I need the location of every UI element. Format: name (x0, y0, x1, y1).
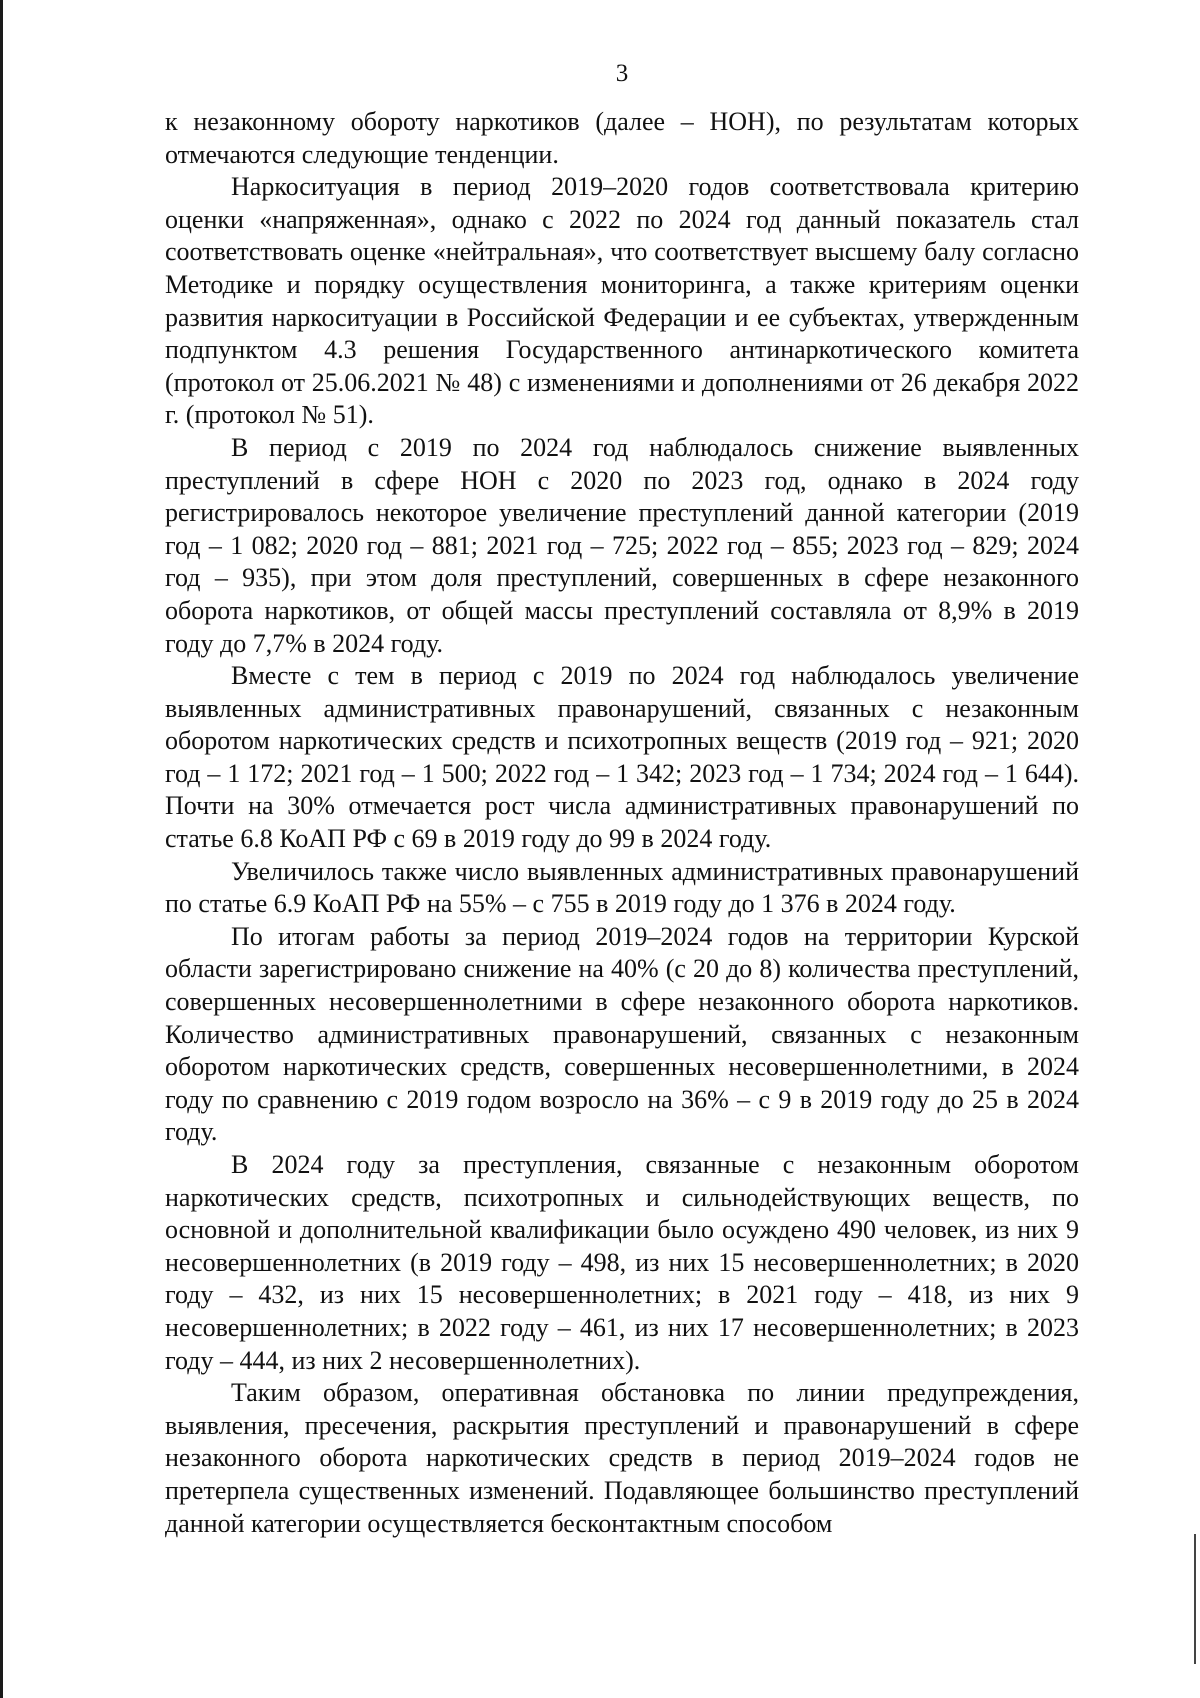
page-number: 3 (615, 60, 629, 87)
paragraph-crime-statistics: В период с 2019 по 2024 год наблюдалось снижение выявленных преступлений в сфере НОН с 2020 по 2023 год, однако в 2024 году регистрировалось некоторое увеличение преступлений данной категории (2019 год – 1 082; 2020 год – 881; 2021 год – 725; 2022 год – 855; 2023 год – 829; 2024 год – 935), при этом доля преступлений, совершенных в сфере незаконного оборота наркотиков, от общей массы преступлений составляла от 8,9% в 2019 году до 7,7% в 2024 году. (165, 432, 1079, 658)
document-body (165, 106, 1079, 1540)
scan-edge-right (1194, 1534, 1196, 1664)
paragraph-convictions: В 2024 году за преступления, связанные с незаконным оборотом наркотических средств, психотропных и сильнодействующих веществ, по основной и дополнительной квалификации было осуждено 490 человек, из них 9 несовершеннолетних (в 2019 году – 498, из них 15 несовершеннолетних; в 2020 году – 432, из них 15 несовершеннолетних; в 2021 году – 418, из них 9 несовершеннолетних; в 2022 году – 461, из них 17 несовершеннолетних; в 2023 году – 444, из них 2 несовершеннолетних). (165, 1150, 1079, 1375)
paragraph-administrative-offenses: Вместе с тем в период с 2019 по 2024 год наблюдалось увеличение выявленных административных правонарушений, связанных с незаконным оборотом наркотических средств и психотропных веществ (2019 год – 921; 2020 год – 1 172; 2021 год – 1 500; 2022 год – 1 342; 2023 год – 1 734; 2024 год – 1 644). Почти на 30% отмечается рост числа административных правонарушений по статье 6.8 КоАП РФ с 69 в 2019 году до 99 в 2024 году. (165, 661, 1079, 854)
paragraph-article-6-9: Увеличилось также число выявленных административных правонарушений по статье 6.9 КоАП РФ на 55% – с 755 в 2019 году до 1 376 в 2024 году. (165, 856, 1079, 919)
scan-edge-left (0, 0, 3, 1698)
paragraph-conclusion: Таким образом, оперативная обстановка по линии предупреждения, выявления, пресечения, раскрытия преступлений и правонарушений в сфере незаконного оборота наркотических средств в период 2019–2024 годов не претерпела существенных изменений. Подавляющее большинство преступлений данной категории осуществляется бесконтактным способом (165, 1378, 1079, 1538)
paragraph-minors: По итогам работы за период 2019–2024 годов на территории Курской области зарегистрировано снижение на 40% (с 20 до 8) количества преступлений, совершенных несовершеннолетними в сфере незаконного оборота наркотиков. Количество административных правонарушений, связанных с незаконным оборотом наркотических средств, совершенных несовершеннолетними, в 2024 году по сравнению с 2019 годом возросло на 36% – с 9 в 2019 году до 25 в 2024 году. (165, 921, 1079, 1147)
paragraph-narcosituation-assessment: Наркоситуация в период 2019–2020 годов соответствовала критерию оценки «напряженная», однако с 2022 по 2024 год данный показатель стал соответствовать оценке «нейтральная», что соответствует высшему балу согласно Методике и порядку осуществления мониторинга, а также критериям оценки развития наркоситуации в Российской Федерации и ее субъектах, утвержденным подпунктом 4.3 решения Государственного антинаркотического комитета (протокол от 25.06.2021 № 48) с изменениями и дополнениями от 26 декабря 2022 г. (протокол № 51). (165, 172, 1079, 430)
paragraph-continuation: к незаконному обороту наркотиков (далее – НОН), по результатам которых отмечаются следующие тенденции. (165, 107, 1079, 169)
